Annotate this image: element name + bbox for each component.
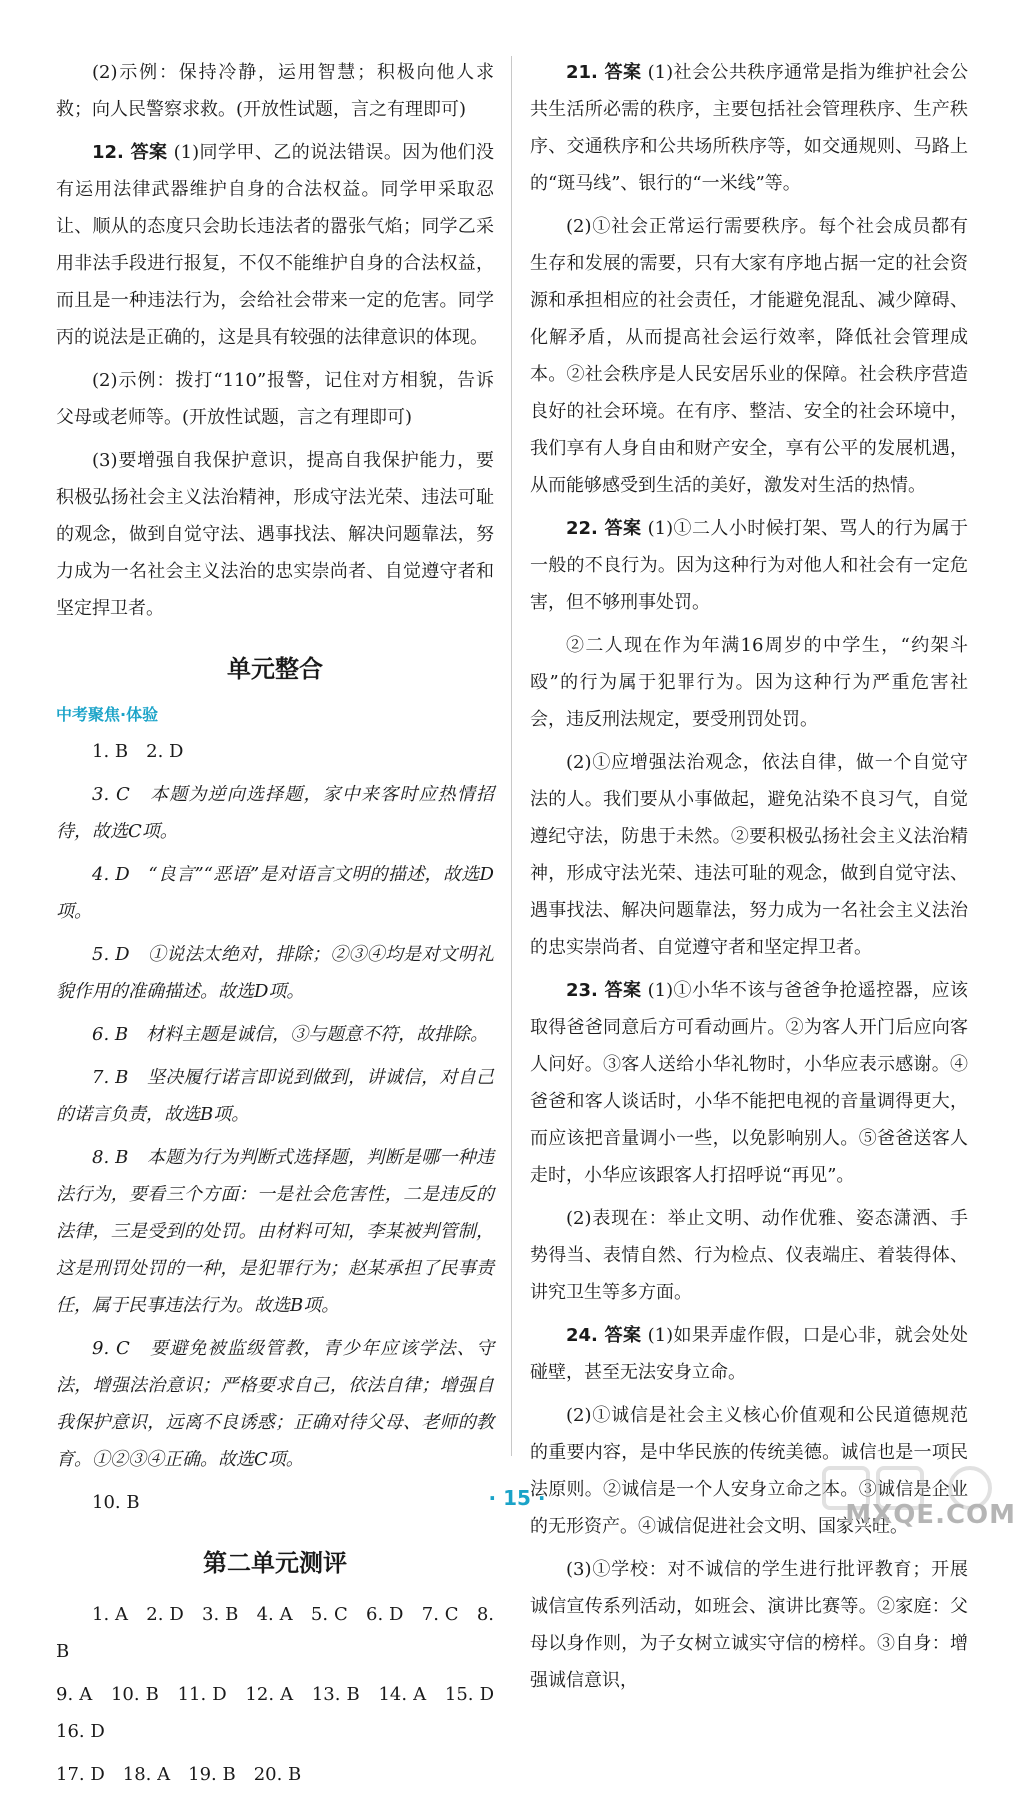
paragraph: (2)①社会正常运行需要秩序。每个社会成员都有生存和发展的需要，只有大家有序地占据一定的社会资源和承担相应的社会责任，才能避免混乱、减少障碍、化解矛盾，从而提高社会运行效率，降低社会管理成本。②社会秩序是人民安居乐业的保障。社会秩序营造良好的社会环境。在有序、整洁、安全的社会环境中，我们享有人身自由和财产安全，享有公平的发展机遇，从而能够感受到生活的美好，激发对生活的热情。 xyxy=(530,216,968,496)
answer-12 xyxy=(56,134,494,356)
paragraph: (2)示例：拨打“110”报警，记住对方相貌，告诉父母或老师等。(开放性试题，言之有理即可) xyxy=(56,370,494,428)
answer-label: 21. 答案 xyxy=(566,62,642,83)
answer-line: 1. B 2. D xyxy=(92,741,184,762)
answer-line: 5. D ①说法太绝对，排除；②③④均是对文明礼貌作用的准确描述。故选D项。 xyxy=(56,944,494,1002)
paragraph: (3)①学校：对不诚信的学生进行批评教育；开展诚信宣传系列活动，如班会、演讲比赛等。②家庭：父母以身作则，为子女树立诚实守信的榜样。③自身：增强诚信意识， xyxy=(530,1559,968,1691)
paragraph: ②二人现在作为年满16周岁的中学生，“约架斗殴”的行为属于犯罪行为。因为这种行为严重危害社会，违反刑法规定，要受刑罚处罚。 xyxy=(530,635,968,730)
answer-text: (1)①小华不该与爸爸争抢遥控器，应该取得爸爸同意后方可看动画片。②为客人开门后应向客人问好。③客人送给小华礼物时，小华应表示感谢。④爸爸和客人谈话时，小华不能把电视的音量调得更大，而应该把音量调小一些，以免影响别人。⑤爸爸送客人走时，小华应该跟客人打招呼说“再见”。 xyxy=(530,980,968,1186)
answer-text: (1)如果弄虚作假，口是心非，就会处处碰壁，甚至无法安身立命。 xyxy=(530,1325,968,1383)
choice-answers-row: 1. A 2. D 3. B 4. A 5. C 6. D 7. C 8. B xyxy=(56,1604,494,1662)
answer-24 xyxy=(530,1317,968,1391)
answer-text: (1)同学甲、乙的说法错误。因为他们没有运用法律武器维护自身的合法权益。同学甲采取忍让、顺从的态度只会助长违法者的嚣张气焰；同学乙采用非法手段进行报复，不仅不能维护自身的合法权益，而且是一种违法行为，会给社会带来一定的危害。同学丙的说法是正确的，这是具有较强的法律意识的体现。 xyxy=(56,142,494,348)
left-column xyxy=(56,54,512,1799)
answer-23 xyxy=(530,972,968,1194)
watermark-text: MXQE.COM xyxy=(845,1500,1016,1530)
answer-22 xyxy=(530,510,968,621)
section-heading: 单元整合 xyxy=(227,655,323,683)
answer-text: (1)①二人小时候打架、骂人的行为属于一般的不良行为。因为这种行为对他人和社会有一定危害，但不够刑事处罚。 xyxy=(530,518,968,613)
paragraph: (2)①应增强法治观念，依法自律，做一个自觉守法的人。我们要从小事做起，避免沾染不良习气，自觉遵纪守法，防患于未然。②要积极弘扬社会主义法治精神，形成守法光荣、违法可耻的观念，做到自觉守法、遇事找法、解决问题靠法，努力成为一名社会主义法治的忠实崇尚者、自觉遵守者和坚定捍卫者。 xyxy=(530,752,968,958)
paragraph: (3)要增强自我保护意识，提高自我保护能力，要积极弘扬社会主义法治精神，形成守法光荣、违法可耻的观念，做到自觉守法、遇事找法、解决问题靠法，努力成为一名社会主义法治的忠实崇尚者、自觉遵守者和坚定捍卫者。 xyxy=(56,450,494,619)
choice-answers-row: 9. A 10. B 11. D 12. A 13. B 14. A 15. D 16. D xyxy=(56,1684,512,1742)
answer-label: 22. 答案 xyxy=(566,518,642,539)
section-heading: 第二单元测评 xyxy=(203,1549,347,1577)
answer-line: 3. C 本题为逆向选择题，家中来客时应热情招待，故选C项。 xyxy=(56,784,494,842)
answer-label: 12. 答案 xyxy=(92,142,168,163)
paragraph: (2)表现在：举止文明、动作优雅、姿态潇洒、手势得当、表情自然、行为检点、仪表端庄、着装得体、讲究卫生等多方面。 xyxy=(530,1208,968,1303)
answer-line: 10. B xyxy=(92,1492,140,1513)
page-number: · 15 · xyxy=(488,1486,546,1510)
answer-line: 9. C 要避免被监级管教，青少年应该学法、守法，增强法治意识；严格要求自己，依法自律；增强自我保护意识，远离不良诱惑；正确对待父母、老师的教育。①②③④正确。故选C项。 xyxy=(56,1338,494,1470)
right-column xyxy=(530,54,968,1705)
answer-line: 7. B 坚决履行诺言即说到做到，讲诚信，对自己的诺言负责，故选B项。 xyxy=(56,1067,494,1125)
paragraph: (2)①诚信是社会主义核心价值观和公民道德规范的重要内容，是中华民族的传统美德。诚信也是一项民法原则。②诚信是一个人安身立命之本。③诚信是企业的无形资产。④诚信促进社会文明、国家兴旺。 xyxy=(530,1405,968,1537)
answer-text: (1)社会公共秩序通常是指为维护社会公共生活所必需的秩序，主要包括社会管理秩序、生产秩序、交通秩序和公共场所秩序等，如交通规则、马路上的“斑马线”、银行的“一米线”等。 xyxy=(530,62,968,194)
answer-label: 24. 答案 xyxy=(566,1325,642,1346)
answer-line: 8. B 本题为行为判断式选择题，判断是哪一种违法行为，要看三个方面：一是社会危害性，二是违反的法律，三是受到的处罚。由材料可知，李某被判管制，这是刑罚处罚的一种，是犯罪行为；赵某承担了民事责任，属于民事违法行为。故选B项。 xyxy=(56,1147,494,1316)
answer-line: 4. D “良言”“恶语”是对语言文明的描述，故选D项。 xyxy=(56,864,494,922)
answer-21 xyxy=(530,54,968,202)
choice-answers-row: 17. D 18. A 19. B 20. B xyxy=(56,1764,302,1785)
paragraph: (2)示例：保持冷静，运用智慧；积极向他人求救；向人民警察求救。(开放性试题，言之有理即可) xyxy=(56,62,494,120)
subsection-heading: 中考聚焦·体验 xyxy=(56,705,159,724)
answer-label: 23. 答案 xyxy=(566,980,642,1001)
answer-line: 6. B 材料主题是诚信，③与题意不符，故排除。 xyxy=(92,1024,489,1045)
column-divider xyxy=(511,56,512,1456)
